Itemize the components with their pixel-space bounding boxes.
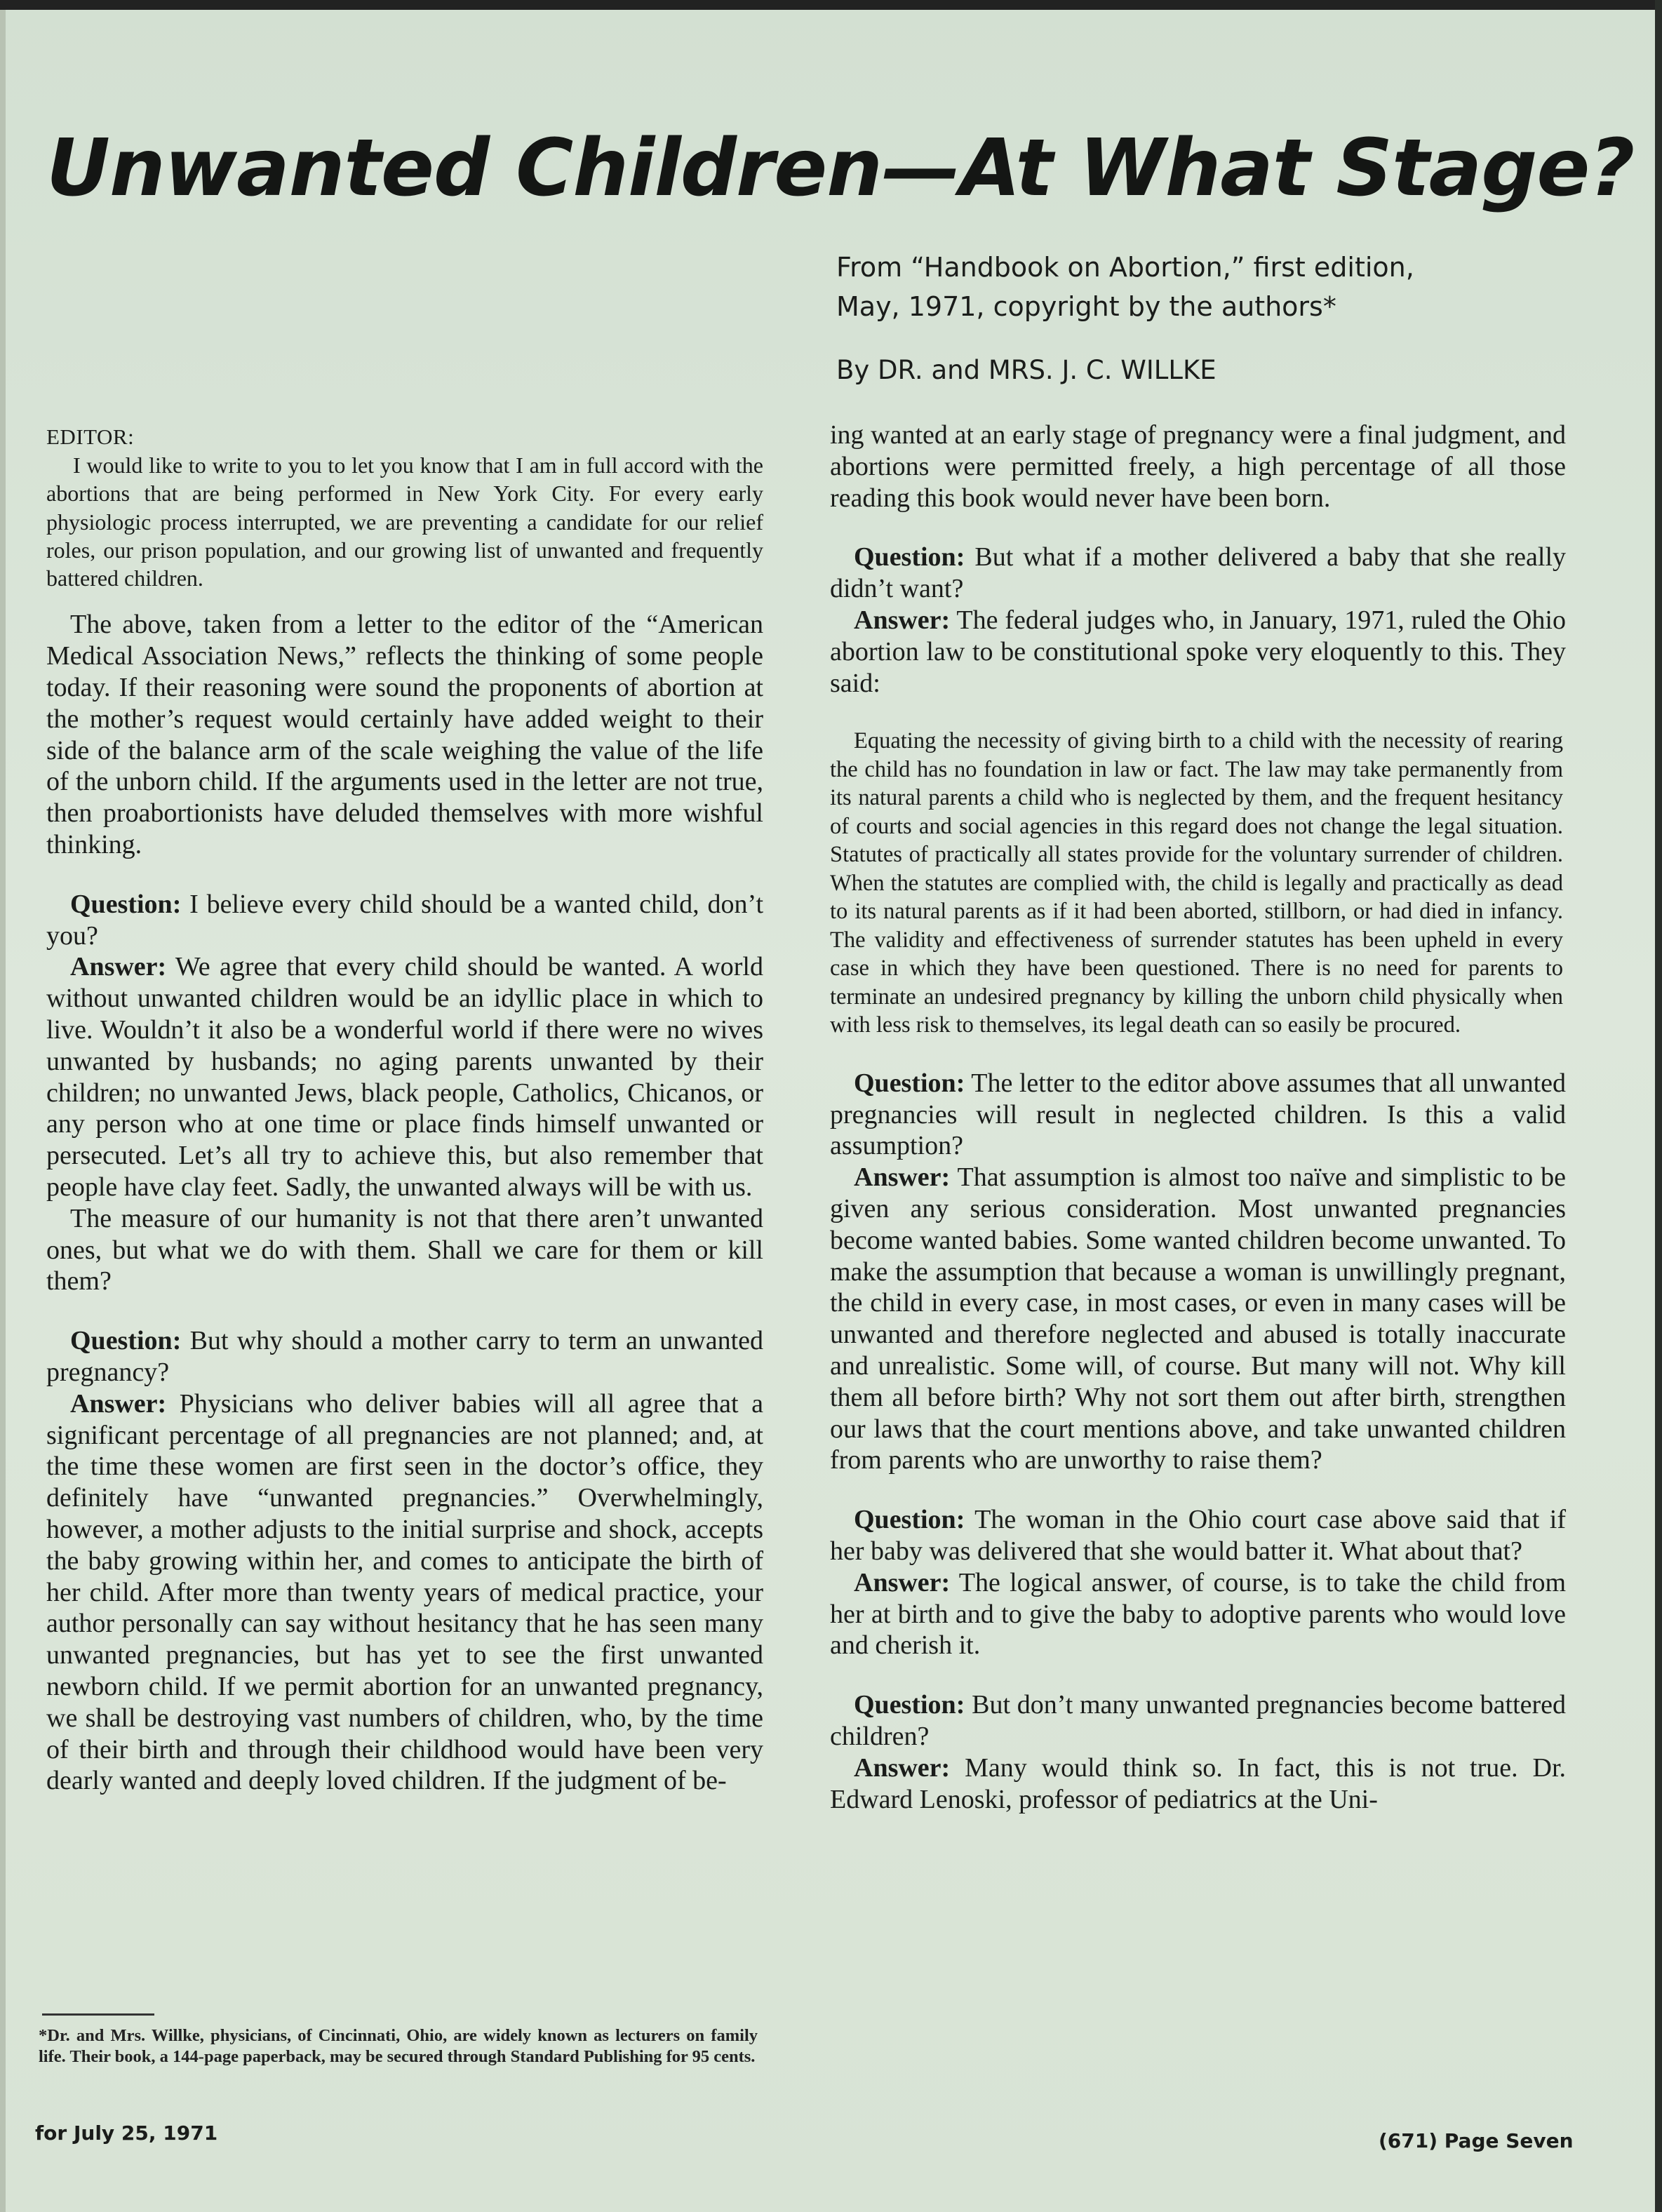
question-text: I believe every child should be a wanted child, don’t you? [46,889,763,951]
question-label: Question: [854,1068,965,1098]
question-text: But why should a mother carry to term an unwanted pregnancy? [46,1326,763,1388]
footnote-rule [42,2013,154,2016]
article-title: Unwanted Children—At What Stage? [46,123,1635,214]
answer-label: Answer: [70,1388,167,1419]
question-6 [830,1689,1566,1752]
folio-page-number: (671) Page Seven [1379,2129,1574,2152]
answer-3 [830,605,1566,699]
question-3 [830,542,1566,605]
court-quotation: Equating the necessity of giving birth to a child with the necessity of rearing the child has no foundation in law or fact. The law may take permanently from its natural parents a child who is neglected by them, and the frequent hesitancy of courts and social agencies in this regard does not change the legal situation. Statutes of practically all states provide for the voluntary surrender of children. When the statutes are complied with, the child is legally and practically as dead to its natural parents as if it had been aborted, stillborn, or had died in infancy. The validity and effectiveness of surrender statutes has been upheld in every case in which they have been questioned. There is no need for parents to terminate an undesired pregnancy by killing the unborn child physically when with less risk to themselves, its legal death can so easily be procured. [830,728,1563,1038]
author-footnote: *Dr. and Mrs. Willke, physicians, of Cincinnati, Ohio, are widely known as lecturers on family life. Their book, a 144-page paperback, may be secured through Standard Publishing for 95 cents. [39,2026,758,2066]
answer-text: That assumption is almost too naïve and simplistic to be given any serious consideration. Most unwanted pregnancies become wanted babies. Some wanted children become unwanted. To make the assumption that because a woman is unwillingly pregnant, the child in every case, in most cases, or even in many cases will be unwanted and therefore neglected and abused is totally inaccurate and unrealistic. Some will, of course. But many will not. Why kill them all before birth? Why not sort them out after birth, strengthen our laws that the court mentions above, and take unwanted children from parents who are unworthy to raise them? [830,1162,1566,1475]
question-1 [46,889,763,952]
left-column [46,423,763,1797]
answer-label: Answer: [854,605,951,635]
answer-text: The federal judges who, in January, 1971, ruled the Ohio abortion law to be constitutional spoke very eloquently to this. They said: [830,605,1566,698]
letter-to-editor: I would like to write to you to let you know that I am in full accord with the abortions that are being performed in New York City. For every early physiologic process interrupted, we are preventing a candidate for our relief roles, our prison population, and our growing list of unwanted and frequently battered children. [46,453,763,591]
answer-label: Answer: [854,1567,951,1597]
answer-text: The logical answer, of course, is to take the child from her at birth and to give the baby to adoptive parents who would love and cherish it. [830,1567,1566,1661]
answer-label: Answer: [70,952,167,982]
question-label: Question: [854,542,965,572]
answer-6 [830,1752,1566,1816]
answer-text: Physicians who deliver babies will all agree that a significant percentage of all pregnancies are not planned; and, at the time these women are first seen in the doctor’s office, they definitely have “unwanted pregnancies.” Overwhelmingly, however, a mother adjusts to the initial surprise and shock, accepts the baby growing within her, and comes to anticipate the birth of her child. After more than twenty years of medical practice, your author personally can say without hesitancy that he has seen many unwanted pregnancies, but has yet to see the first unwanted newborn child. If we permit abortion for an unwanted pregnancy, we shall be destroying vast numbers of children, who, by the time of their birth and through their childhood would have been very dearly wanted and deeply loved children. If the judgment of be- [46,1388,764,1796]
right-column [830,420,1566,1815]
source-line-2: May, 1971, copyright by the authors* [836,291,1336,322]
question-4 [830,1068,1566,1162]
question-2 [46,1325,763,1388]
article-source [836,248,1538,326]
question-text: But don’t many unwanted pregnancies become battered children? [830,1690,1567,1752]
answer-text: Many would think so. In fact, this is not true. Dr. Edward Lenoski, professor of pediatrics at the Uni- [830,1752,1566,1814]
question-label: Question: [70,889,182,919]
question-text: The letter to the editor above assumes that all unwanted pregnancies will result in neglected children. Is this a valid assumption? [830,1068,1566,1161]
question-5 [830,1504,1566,1567]
answer-label: Answer: [854,1752,951,1783]
editor-label: EDITOR: [46,424,135,449]
answer-text: We agree that every child should be wanted. A world without unwanted children would be an idyllic place in which to live. Wouldn’t it also be a wonderful world if there were no wives unwanted by husbands; no aging parents unwanted by their children; no unwanted Jews, black people, Catholics, Chicanos, or any person who at one time or place finds himself unwanted or persecuted. Let’s all try to achieve this, but also remember that people have clay feet. Sadly, the unwanted always will be with us. [46,952,763,1202]
source-line-1: From “Handbook on Abortion,” first edition, [836,252,1414,283]
answer-1-continued: The measure of our humanity is not that there aren’t unwanted ones, but what we do with them. Shall we care for them or kill them? [46,1203,763,1296]
folio-date: for July 25, 1971 [35,2121,218,2145]
article-byline: By DR. and MRS. J. C. WILLKE [836,355,1217,385]
question-text: The woman in the Ohio court case above said that if her baby was delivered that she would batter it. What about that? [830,1505,1566,1567]
question-text: But what if a mother delivered a baby that she really didn’t want? [830,542,1566,604]
answer-4 [830,1162,1566,1476]
continuation-paragraph: ing wanted at an early stage of pregnancy were a final judgment, and abortions were permitted freely, a high percentage of all those reading this book would never have been born. [830,420,1566,513]
answer-2 [46,1388,763,1797]
answer-1 [46,951,763,1202]
question-label: Question: [854,1505,965,1535]
scan-top-edge [0,0,1662,10]
answer-label: Answer: [854,1162,951,1193]
scan-right-edge [1655,0,1662,2212]
question-label: Question: [854,1690,965,1720]
page-left-edge [0,0,6,2212]
answer-5 [830,1567,1566,1661]
intro-paragraph: The above, taken from a letter to the editor of the “American Medical Association News,” reflects the thinking of some people today. If their reasoning were sound the proponents of abortion at the mother’s request would certainly have added weight to their side of the balance arm of the scale weighing the value of the life of the unborn child. If the arguments used in the letter are not true, then proabortionists have deluded themselves with more wishful thinking. [46,610,763,860]
question-label: Question: [70,1326,182,1356]
